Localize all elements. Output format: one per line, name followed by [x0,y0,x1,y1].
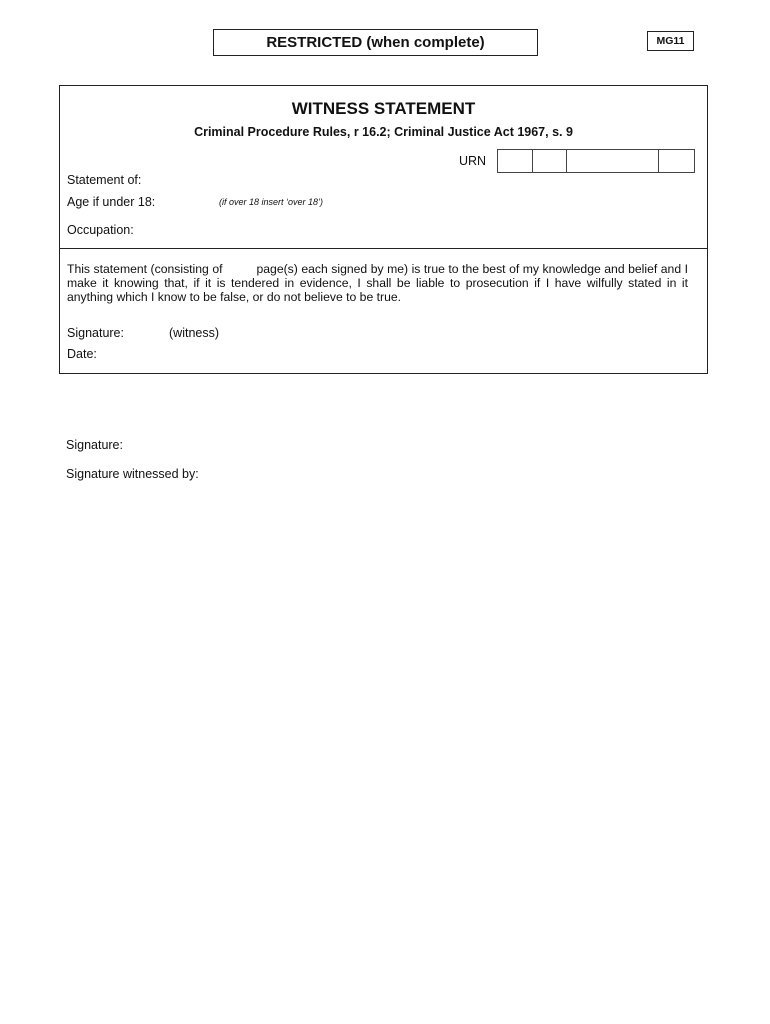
witness-label: (witness) [169,326,220,340]
restricted-banner: RESTRICTED (when complete) [213,29,538,56]
form-code-badge: MG11 [647,31,694,51]
form-title: WITNESS STATEMENT [291,99,476,118]
declaration-signature-label: Signature: [67,326,124,340]
form-subtitle: Criminal Procedure Rules, r 16.2; Criminal Justice Act 1967, s. 9 [194,125,573,139]
declaration-text [67,262,688,305]
declaration-date-label: Date: [67,347,97,361]
declaration-text-before: This statement (consisting of [67,262,223,276]
footer-signature-label: Signature: [66,438,123,452]
urn-cell-3[interactable] [567,150,659,172]
statement-of-label: Statement of: [67,173,142,187]
urn-cell-2[interactable] [533,150,568,172]
occupation-label: Occupation: [67,223,134,237]
urn-label: URN [459,154,487,168]
age-label: Age if under 18: [67,195,156,209]
age-note: (if over 18 insert ‘over 18’) [219,197,324,207]
section-divider [60,248,707,249]
signature-witnessed-by-label: Signature witnessed by: [66,467,199,481]
urn-field-grid [497,149,695,173]
urn-cell-1[interactable] [498,150,533,172]
declaration-text-after: page(s) each signed by me) is true to the best of my knowledge and belief and I make it knowing that, if it is tendered in evidence, I shall be liable to prosecution if I have wilfully stated in it anything which I know to be false, or do not believe to be true. [67,262,688,305]
urn-cell-4[interactable] [659,150,694,172]
witness-statement-form [59,85,708,374]
